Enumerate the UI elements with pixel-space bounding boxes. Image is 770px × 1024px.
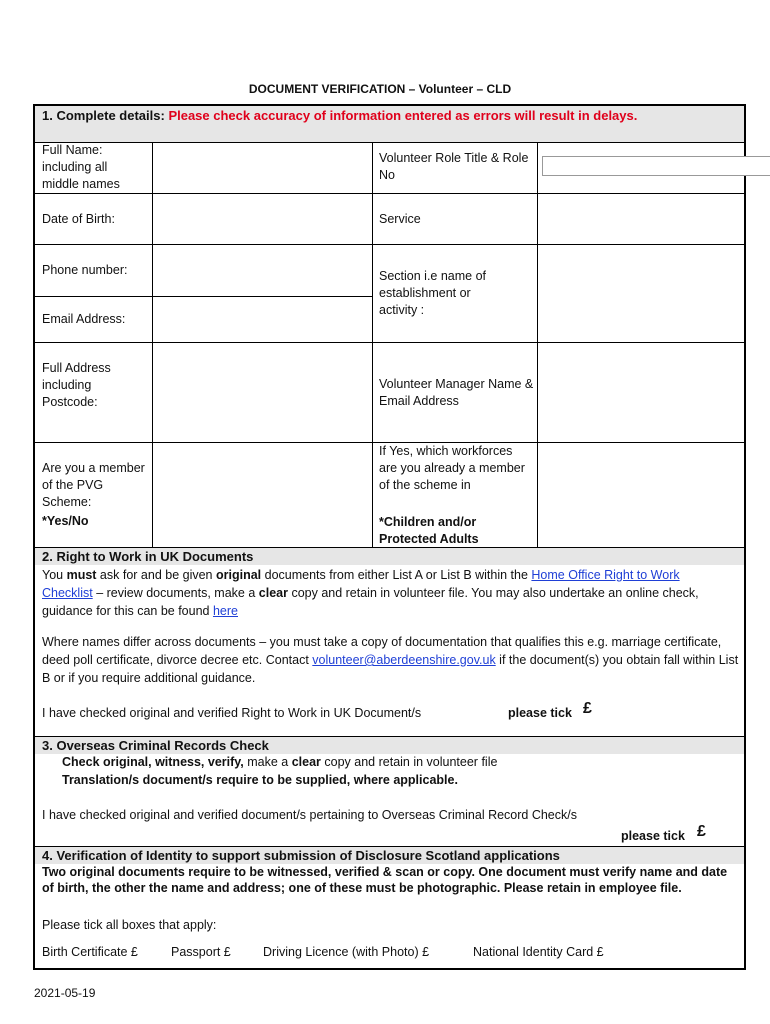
section4-header: 4. Verification of Identity to support submission of Disclosure Scotland applications xyxy=(35,847,744,864)
phone-input[interactable] xyxy=(153,245,372,296)
section4-bold-paragraph: Two original documents require to be witnessed, verified & scan or copy. One document must verify name and date of birth, the other the name and address; one of these must be photographic. Please retain in employee file. xyxy=(42,865,728,895)
birth-certificate-option[interactable]: Birth Certificate £ xyxy=(42,945,138,959)
footer-date: 2021-05-19 xyxy=(34,986,96,1000)
full-name-label: Full Name: including all middle names xyxy=(42,143,120,191)
workforces-input[interactable] xyxy=(538,443,744,547)
service-label: Service xyxy=(379,212,421,226)
section3-line1: Check original, witness, verify, make a clear copy and retain in volunteer file xyxy=(62,755,498,769)
phone-label: Phone number: xyxy=(42,263,128,277)
section4-instruction: Please tick all boxes that apply: xyxy=(42,918,217,932)
role-input[interactable] xyxy=(542,156,770,176)
volunteer-email-link[interactable]: volunteer@aberdeenshire.gov.uk xyxy=(312,653,496,667)
section2-check-text: I have checked original and verified Right to Work in UK Document/s xyxy=(42,706,422,720)
email-label: Email Address: xyxy=(42,312,126,326)
section2-please-tick: please tick xyxy=(508,706,572,720)
address-label: Full Address including Postcode: xyxy=(42,361,111,409)
service-input[interactable] xyxy=(538,194,744,244)
dob-label: Date of Birth: xyxy=(42,212,115,226)
workforces-options: *Children and/or Protected Adults xyxy=(379,515,479,546)
national-id-card-option[interactable]: National Identity Card £ xyxy=(473,945,604,959)
address-input[interactable] xyxy=(153,343,372,442)
pvg-question-label: Are you a member of the PVG Scheme: xyxy=(42,461,145,509)
manager-input[interactable] xyxy=(538,343,744,442)
manager-label: Volunteer Manager Name & Email Address xyxy=(379,377,534,408)
section2-header: 2. Right to Work in UK Documents xyxy=(35,548,744,565)
section1-header xyxy=(35,106,744,142)
section-label: Section i.e name of establishment or activity : xyxy=(379,269,487,317)
driving-licence-option[interactable]: Driving Licence (with Photo) £ xyxy=(263,945,430,959)
workforces-question-label: If Yes, which workforces are you already a member of the scheme in xyxy=(379,444,525,492)
role-label: Volunteer Role Title & Role No xyxy=(379,151,529,182)
section2-tick-box[interactable]: £ xyxy=(583,700,592,717)
section2-paragraph1: You must ask for and be given original documents from either List A or List B within the Home Office Right to Work Checklist – review documents, make a clear copy and retain in volunteer file. You may also undertake an online check, guidance for this can be found here xyxy=(42,568,699,618)
section1-warning: Please check accuracy of information entered as errors will result in delays. xyxy=(168,108,638,123)
section3-header: 3. Overseas Criminal Records Check xyxy=(35,737,744,754)
section3-please-tick: please tick xyxy=(621,829,685,843)
section3-tick-box[interactable]: £ xyxy=(697,823,706,840)
full-name-input[interactable] xyxy=(153,143,372,193)
pvg-input[interactable] xyxy=(153,443,372,547)
passport-option[interactable]: Passport £ xyxy=(171,945,231,959)
section3-check-text: I have checked original and verified document/s pertaining to Overseas Criminal Record Check/s xyxy=(42,808,577,822)
section3-line2: Translation/s document/s require to be supplied, where applicable. xyxy=(62,773,458,787)
document-title: DOCUMENT VERIFICATION – Volunteer – CLD xyxy=(248,82,512,96)
dob-input[interactable] xyxy=(153,194,372,244)
guidance-here-link[interactable]: here xyxy=(212,604,238,618)
section2-paragraph2: Where names differ across documents – you must take a copy of documentation that qualifies this e.g. marriage certificate, deed poll certificate, divorce decree etc. Contact volunteer@aberdeenshire.gov.uk if the document(s) you obtain fall within List B or if you require additional guidance. xyxy=(42,635,739,685)
email-input[interactable] xyxy=(153,297,372,342)
section-input[interactable] xyxy=(538,245,744,342)
section1-heading: 1. Complete details: xyxy=(42,108,165,123)
pvg-yes-no: *Yes/No xyxy=(42,514,89,528)
right-to-work-checklist-link[interactable]: Home Office Right to Work Checklist xyxy=(42,568,680,600)
